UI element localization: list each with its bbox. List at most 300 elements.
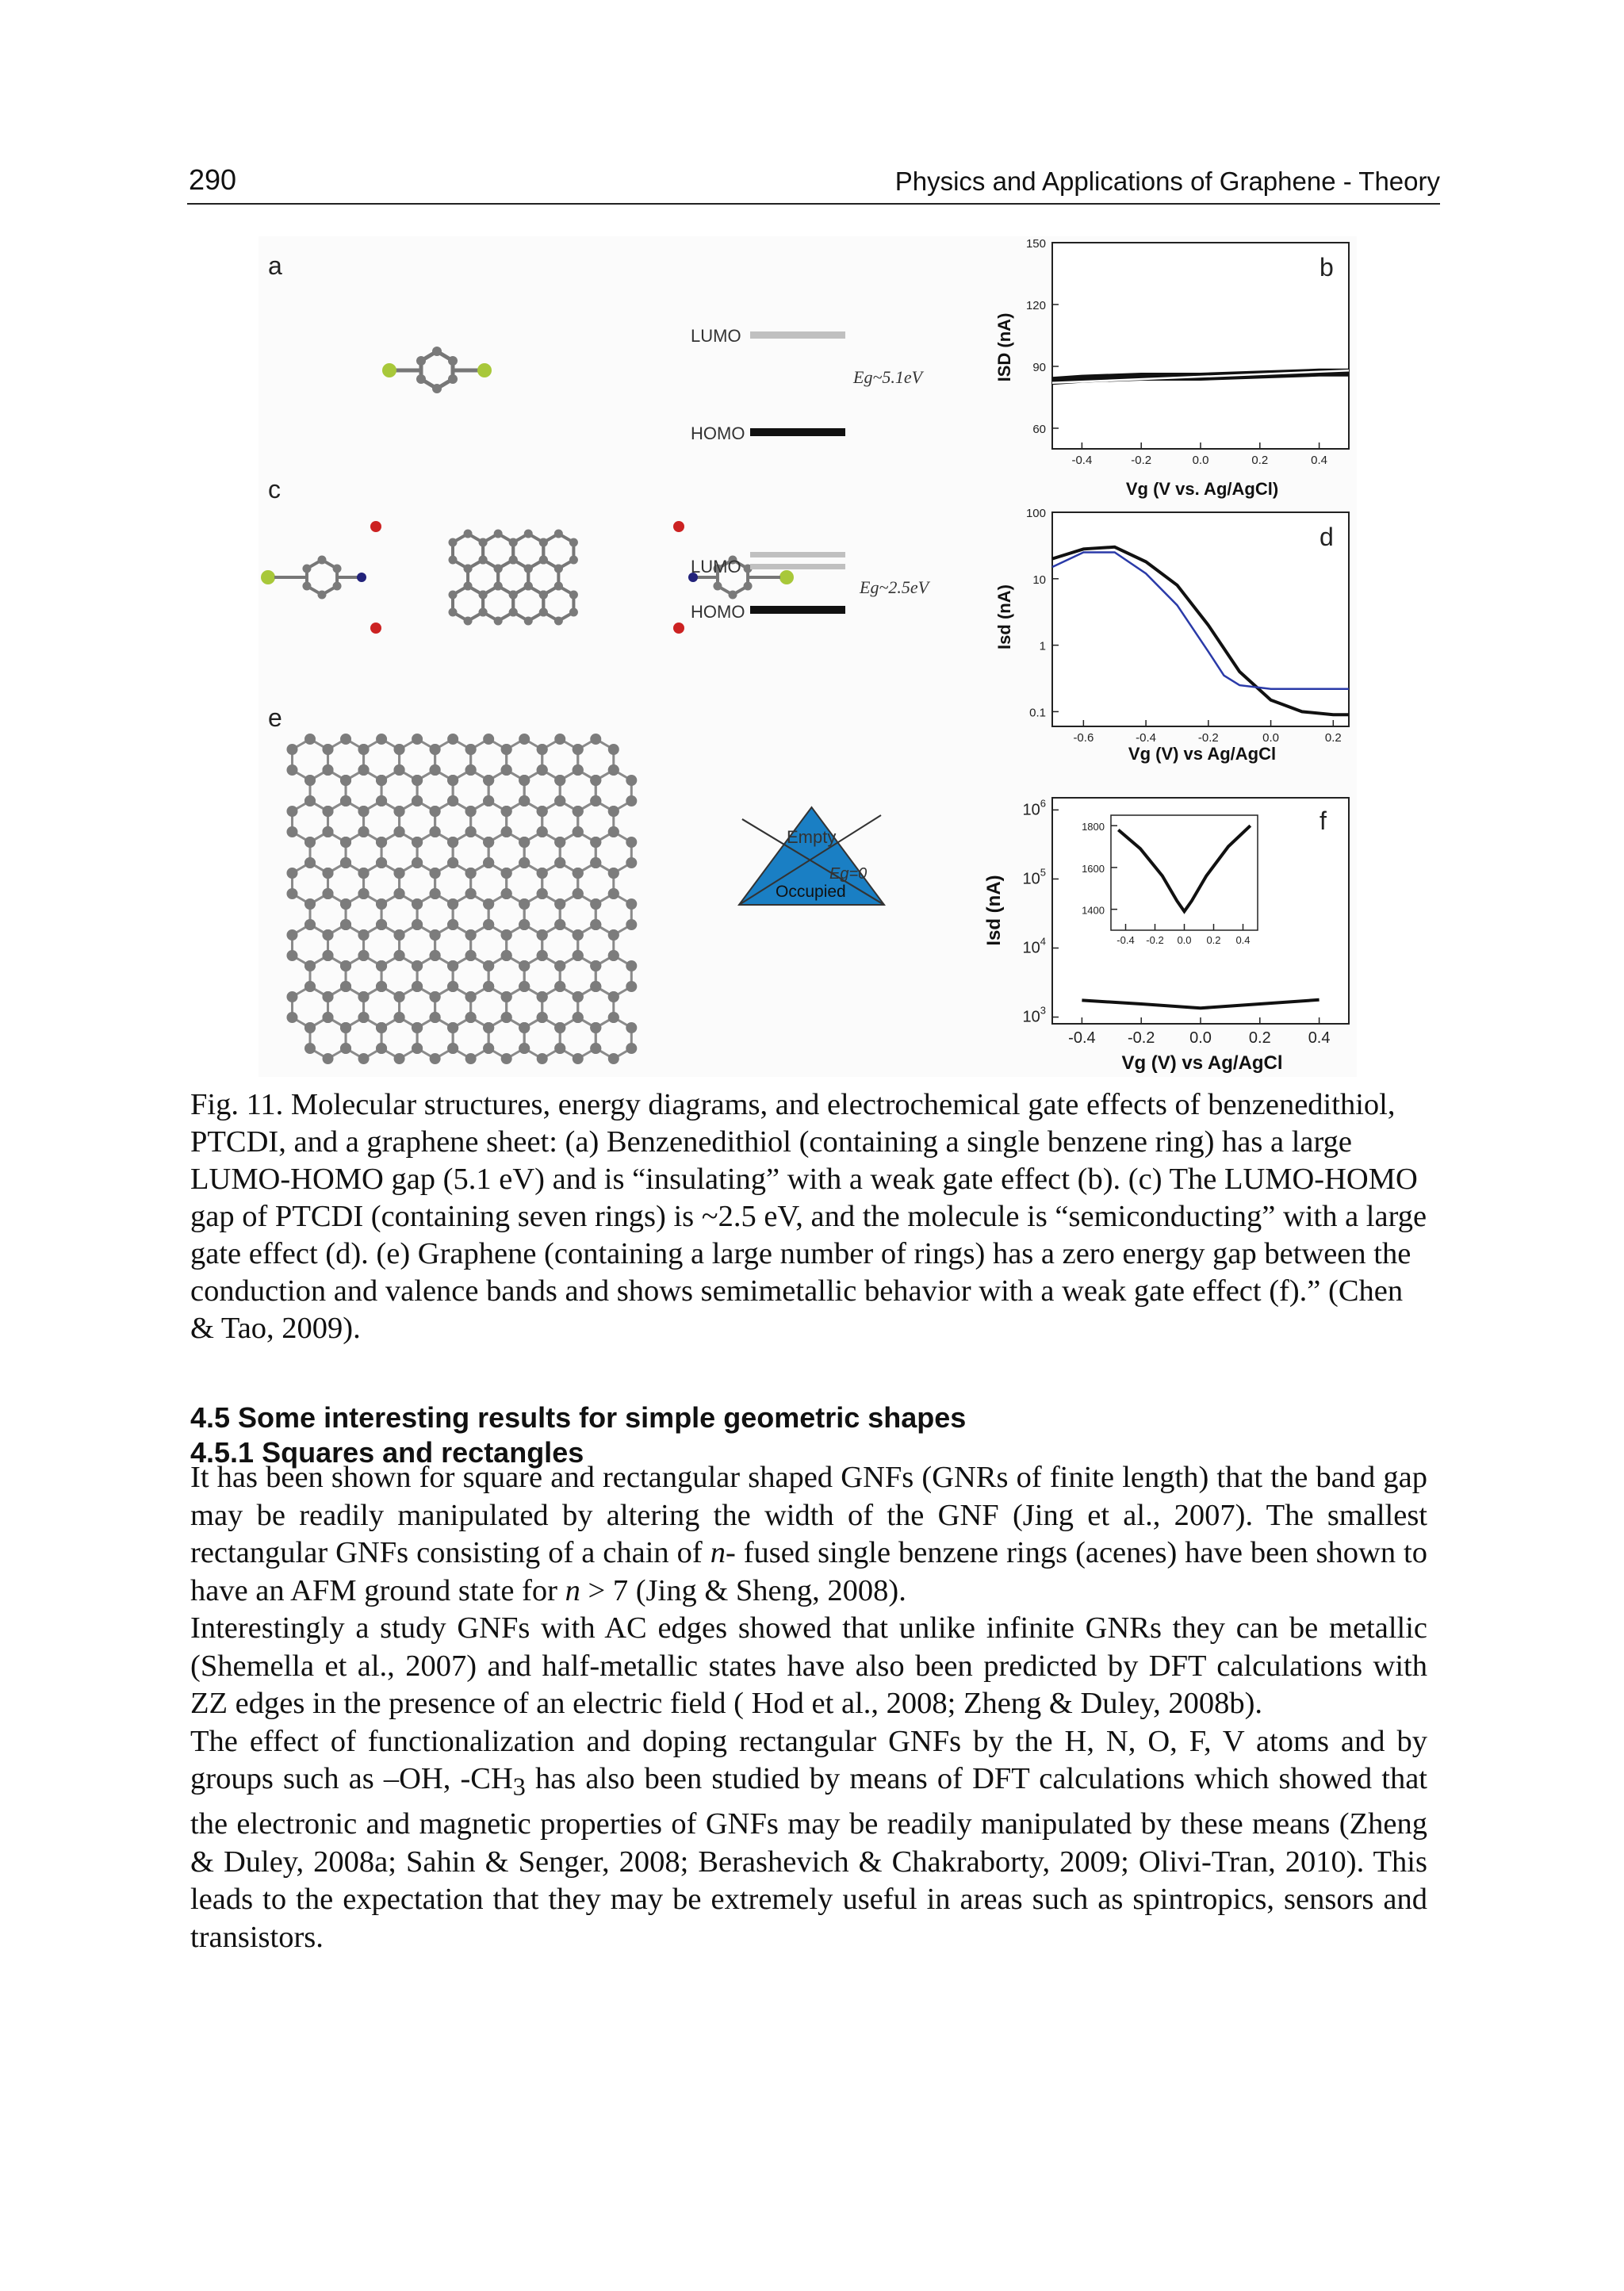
gap-label-a: Eg~5.1eV <box>853 367 923 387</box>
chart-d-ylabel: Isd (nA) <box>994 584 1014 649</box>
carbon-atom <box>358 950 370 961</box>
x-tick-label: -0.6 <box>1073 731 1094 745</box>
carbon-atom <box>519 795 530 806</box>
carbon-atom <box>304 734 316 745</box>
carbon-atom <box>465 868 477 879</box>
carbon-atom <box>304 775 316 786</box>
carbon-atom <box>432 347 442 356</box>
y-tick-label: 1 <box>1039 639 1046 653</box>
y-tick-label: $10^4$ <box>1022 935 1046 957</box>
carbon-atom <box>494 565 503 573</box>
carbon-atom <box>394 826 405 837</box>
carbon-atom <box>494 617 503 626</box>
carbon-atom <box>479 591 488 600</box>
carbon-atom <box>590 775 601 786</box>
carbon-atom <box>713 582 722 591</box>
carbon-atom <box>447 795 458 806</box>
carbon-atom <box>554 565 563 573</box>
x-tick-label: 0.2 <box>1251 454 1269 467</box>
carbon-atom <box>608 888 619 899</box>
carbon-atom <box>430 991 441 1002</box>
carbon-atom <box>626 981 637 992</box>
x-tick-label: -0.2 <box>1146 934 1164 946</box>
x-tick-label: 0.4 <box>1308 1029 1331 1047</box>
subsection-heading: 4.5.1 Squares and rectangles <box>190 1436 584 1469</box>
cone-gap-label: Eg=0 <box>829 865 868 883</box>
carbon-atom <box>304 837 316 848</box>
carbon-atom <box>323 929 334 941</box>
carbon-atom <box>430 929 441 941</box>
paragraph-1: It has been shown for square and rectangular shaped GNFs (GNRs of finite length) that the band gap may be readily manipulated by altering the width of the GNF (Jing et al., 2007). The smallest rectangular GNFs consisting of a chain of n- fused single benzene rings (acenes) have been shown to have an AFM ground state for n > 7 (Jing & Sheng, 2008). <box>190 1461 1428 1607</box>
carbon-atom <box>537 744 548 755</box>
carbon-atom <box>323 744 334 755</box>
carbon-atom <box>394 806 405 817</box>
x-tick-label: -0.4 <box>1136 731 1157 745</box>
carbon-atom <box>554 582 563 591</box>
carbon-atom <box>323 826 334 837</box>
running-title: Physics and Applications of Graphene - Theory <box>894 167 1440 196</box>
x-tick-label: 0.0 <box>1177 934 1192 946</box>
lumo-label-a: LUMO <box>691 326 741 346</box>
carbon-atom <box>449 538 458 547</box>
y-tick-label: 120 <box>1025 299 1046 312</box>
carbon-atom <box>573 868 584 879</box>
carbon-atom <box>494 582 503 591</box>
carbon-atom <box>358 1053 370 1064</box>
carbon-atom <box>537 826 548 837</box>
carbon-atom <box>358 868 370 879</box>
sulfur-atom <box>779 570 794 584</box>
x-tick-label: -0.2 <box>1131 454 1152 467</box>
carbon-atom <box>554 734 565 745</box>
carbon-atom <box>430 826 441 837</box>
carbon-atom <box>376 775 387 786</box>
carbon-atom <box>465 806 477 817</box>
carbon-atom <box>447 857 458 868</box>
carbon-atom <box>519 919 530 930</box>
cone-occupied-label: Occupied <box>776 883 846 901</box>
carbon-atom <box>323 806 334 817</box>
carbon-atom <box>501 950 512 961</box>
carbon-atom <box>447 1022 458 1033</box>
y-tick-label: 1600 <box>1082 862 1105 875</box>
carbon-atom <box>412 960 423 971</box>
x-tick-label: 0.4 <box>1235 934 1251 946</box>
carbon-atom <box>483 857 494 868</box>
carbon-atom <box>412 1043 423 1054</box>
carbon-atom <box>358 826 370 837</box>
y-tick-label: 90 <box>1032 361 1046 374</box>
carbon-atom <box>608 950 619 961</box>
panel-label-b: b <box>1320 253 1334 282</box>
carbon-atom <box>394 929 405 941</box>
carbon-atom <box>286 888 297 899</box>
x-tick-label: -0.4 <box>1071 454 1093 467</box>
carbon-atom <box>448 356 458 366</box>
x-tick-label: 0.4 <box>1311 454 1328 467</box>
oxygen-atom <box>673 521 684 532</box>
carbon-atom <box>590 960 601 971</box>
carbon-atom <box>608 929 619 941</box>
carbon-atom <box>323 888 334 899</box>
sulfur-atom <box>477 363 492 377</box>
carbon-atom <box>483 795 494 806</box>
carbon-atom <box>573 1012 584 1023</box>
carbon-atom <box>394 950 405 961</box>
carbon-atom <box>286 764 297 776</box>
carbon-atom <box>340 1043 351 1054</box>
carbon-atom <box>537 1053 548 1064</box>
carbon-atom <box>608 868 619 879</box>
carbon-atom <box>465 744 477 755</box>
carbon-atom <box>286 950 297 961</box>
chart-b-xlabel: Vg (V vs. Ag/AgCl) <box>1125 479 1279 499</box>
sulfur-atom <box>382 363 396 377</box>
y-tick-label: $10^6$ <box>1022 797 1046 819</box>
carbon-atom <box>539 608 548 617</box>
caption-text: Fig. 11. Molecular structures, energy diagrams, and electrochemical gate effects of benzenedithiol, PTCDI, and a graphene sheet: (a) Benzenedithiol (containing a single benzene ring) has a large LUMO-HOMO gap (5.1 eV) and is “insulating” with a weak gate effect (b). (c) The LUMO-HOMO gap of PTCDI (containing seven rings) is ~2.5 eV, and the molecule is “semiconducting” with a large gate effect (d). (e) Graphene (containing a large number of rings) has a zero energy gap between the conduction and valence bands and shows semimetallic behavior with a weak gate effect (f).” (Chen & Tao, 2009). <box>190 1088 1427 1345</box>
x-tick-label: 0.0 <box>1262 731 1280 745</box>
y-tick-label: 60 <box>1032 423 1046 436</box>
y-tick-label: $10^3$ <box>1022 1004 1046 1026</box>
carbon-atom <box>318 556 327 565</box>
x-tick-label: 0.0 <box>1192 454 1209 467</box>
carbon-atom <box>394 1053 405 1064</box>
carbon-atom <box>465 764 477 776</box>
homo-label-a: HOMO <box>691 423 745 443</box>
carbon-atom <box>519 857 530 868</box>
carbon-atom <box>590 795 601 806</box>
carbon-atom <box>358 806 370 817</box>
x-tick-label: 0.0 <box>1189 1029 1212 1047</box>
carbon-atom <box>483 919 494 930</box>
carbon-atom <box>340 898 351 910</box>
carbon-atom <box>465 950 477 961</box>
carbon-atom <box>286 1012 297 1023</box>
carbon-atom <box>340 775 351 786</box>
carbon-atom <box>447 960 458 971</box>
carbon-atom <box>590 1043 601 1054</box>
homo-label-c: HOMO <box>691 602 745 622</box>
carbon-atom <box>569 556 578 565</box>
carbon-atom <box>465 826 477 837</box>
carbon-atom <box>479 608 488 617</box>
carbon-atom <box>501 929 512 941</box>
carbon-atom <box>340 981 351 992</box>
carbon-atom <box>626 1022 637 1033</box>
carbon-atom <box>608 744 619 755</box>
carbon-atom <box>626 898 637 910</box>
carbon-atom <box>447 919 458 930</box>
carbon-atom <box>608 764 619 776</box>
carbon-atom <box>501 1012 512 1023</box>
carbon-atom <box>376 1022 387 1033</box>
carbon-atom <box>430 764 441 776</box>
carbon-atom <box>483 960 494 971</box>
carbon-atom <box>573 744 584 755</box>
x-tick-label: -0.2 <box>1127 1029 1155 1047</box>
carbon-atom <box>483 981 494 992</box>
carbon-atom <box>358 929 370 941</box>
carbon-atom <box>494 530 503 538</box>
carbon-atom <box>537 868 548 879</box>
y-tick-label: 10 <box>1032 573 1046 587</box>
carbon-atom <box>340 734 351 745</box>
nitrogen-atom <box>357 573 366 582</box>
carbon-atom <box>537 950 548 961</box>
carbon-atom <box>573 1053 584 1064</box>
panel-label-f: f <box>1320 806 1327 835</box>
carbon-atom <box>554 1043 565 1054</box>
chart-d-xlabel: Vg (V) vs Ag/AgCl <box>1128 744 1277 764</box>
carbon-atom <box>412 795 423 806</box>
carbon-atom <box>447 981 458 992</box>
cone-empty-label: Empty <box>787 827 837 847</box>
carbon-atom <box>286 806 297 817</box>
carbon-atom <box>394 764 405 776</box>
carbon-atom <box>501 806 512 817</box>
carbon-atom <box>608 1053 619 1064</box>
carbon-atom <box>608 1012 619 1023</box>
carbon-atom <box>447 734 458 745</box>
carbon-atom <box>465 929 477 941</box>
carbon-atom <box>590 981 601 992</box>
carbon-atom <box>465 991 477 1002</box>
carbon-atom <box>590 919 601 930</box>
y-tick-label: 1800 <box>1082 821 1105 833</box>
carbon-atom <box>729 591 737 600</box>
section-heading: 4.5 Some interesting results for simple geometric shapes <box>190 1401 967 1434</box>
carbon-atom <box>358 764 370 776</box>
carbon-atom <box>449 556 458 565</box>
carbon-atom <box>376 919 387 930</box>
carbon-atom <box>501 888 512 899</box>
chart-f-xlabel: Vg (V) vs Ag/AgCl <box>1121 1052 1283 1074</box>
carbon-atom <box>509 538 518 547</box>
carbon-atom <box>608 991 619 1002</box>
chart-b-ylabel: ISD (nA) <box>994 312 1014 382</box>
carbon-atom <box>465 1053 477 1064</box>
carbon-atom <box>626 775 637 786</box>
carbon-atom <box>333 565 342 573</box>
carbon-atom <box>286 929 297 941</box>
carbon-atom <box>554 960 565 971</box>
chart-f-ylabel: Isd (nA) <box>983 875 1005 946</box>
carbon-atom <box>412 898 423 910</box>
carbon-atom <box>569 608 578 617</box>
carbon-atom <box>430 950 441 961</box>
carbon-atom <box>537 888 548 899</box>
carbon-atom <box>626 837 637 848</box>
carbon-atom <box>376 857 387 868</box>
carbon-atom <box>358 991 370 1002</box>
carbon-atom <box>519 898 530 910</box>
carbon-atom <box>323 1053 334 1064</box>
carbon-atom <box>302 565 311 573</box>
carbon-atom <box>340 857 351 868</box>
carbon-atom <box>519 837 530 848</box>
carbon-atom <box>483 898 494 910</box>
y-tick-label: 100 <box>1025 507 1046 520</box>
carbon-atom <box>519 1022 530 1033</box>
carbon-atom <box>626 919 637 930</box>
carbon-atom <box>483 1022 494 1033</box>
carbon-atom <box>376 837 387 848</box>
carbon-atom <box>573 950 584 961</box>
carbon-atom <box>554 617 563 626</box>
carbon-atom <box>323 991 334 1002</box>
carbon-atom <box>286 991 297 1002</box>
figure-11 <box>259 236 1357 1077</box>
carbon-atom <box>537 929 548 941</box>
carbon-atom <box>501 868 512 879</box>
carbon-atom <box>304 795 316 806</box>
carbon-atom <box>590 898 601 910</box>
carbon-atom <box>501 744 512 755</box>
carbon-atom <box>447 775 458 786</box>
carbon-atom <box>537 806 548 817</box>
carbon-atom <box>394 888 405 899</box>
carbon-atom <box>465 1012 477 1023</box>
carbon-atom <box>554 795 565 806</box>
carbon-atom <box>554 530 563 538</box>
carbon-atom <box>554 837 565 848</box>
carbon-atom <box>333 582 342 591</box>
carbon-atom <box>524 565 533 573</box>
carbon-atom <box>744 582 753 591</box>
x-tick-label: 0.2 <box>1248 1029 1271 1047</box>
gap-label-c: Eg~2.5eV <box>860 577 929 597</box>
paragraph-3: The effect of functionalization and doping rectangular GNFs by the H, N, O, F, V atoms and by groups such as –OH, $-CH_3$ has also been studied by means of DFT calculations which showed that the electronic and magnetic properties of GNFs may be readily manipulated by these means (Zheng & Duley, 2008a; Sahin & Senger, 2008; Berashevich & Chakraborty, 2009; Olivi-Tran, 2010). This leads to the expectation that they may be extremely useful in areas such as spintropics, sensors and transistors. <box>190 1724 1427 1954</box>
carbon-atom <box>412 837 423 848</box>
carbon-atom <box>394 1012 405 1023</box>
carbon-atom <box>340 1022 351 1033</box>
carbon-atom <box>554 919 565 930</box>
carbon-atom <box>447 898 458 910</box>
carbon-atom <box>554 1022 565 1033</box>
carbon-atom <box>358 744 370 755</box>
carbon-atom <box>416 356 426 366</box>
carbon-atom <box>626 960 637 971</box>
carbon-atom <box>519 960 530 971</box>
carbon-atom <box>501 991 512 1002</box>
carbon-atom <box>554 857 565 868</box>
carbon-atom <box>412 734 423 745</box>
carbon-atom <box>412 1022 423 1033</box>
carbon-atom <box>430 744 441 755</box>
carbon-atom <box>554 981 565 992</box>
carbon-atom <box>430 888 441 899</box>
carbon-atom <box>412 981 423 992</box>
carbon-atom <box>304 1043 316 1054</box>
carbon-atom <box>376 795 387 806</box>
carbon-atom <box>483 837 494 848</box>
carbon-atom <box>376 898 387 910</box>
x-tick-label: 0.2 <box>1206 934 1221 946</box>
carbon-atom <box>626 795 637 806</box>
carbon-atom <box>537 764 548 776</box>
carbon-atom <box>524 530 533 538</box>
carbon-atom <box>340 919 351 930</box>
carbon-atom <box>569 591 578 600</box>
sulfur-atom <box>261 570 275 584</box>
figure-caption <box>190 1086 1427 1347</box>
carbon-atom <box>501 1053 512 1064</box>
carbon-atom <box>501 826 512 837</box>
carbon-atom <box>464 530 473 538</box>
carbon-atom <box>519 734 530 745</box>
panel-label-a: a <box>268 251 282 280</box>
carbon-atom <box>286 868 297 879</box>
carbon-atom <box>519 1043 530 1054</box>
carbon-atom <box>539 538 548 547</box>
carbon-atom <box>394 868 405 879</box>
carbon-atom <box>304 1022 316 1033</box>
oxygen-atom <box>673 623 684 634</box>
carbon-atom <box>483 775 494 786</box>
y-tick-label: 1400 <box>1082 904 1105 917</box>
carbon-atom <box>483 734 494 745</box>
carbon-atom <box>304 857 316 868</box>
carbon-atom <box>416 374 426 384</box>
paragraph-2: Interestingly a study GNFs with AC edges showed that unlike infinite GNRs they can be metallic (Shemella et al., 2007) and half-metallic states have also been predicted by DFT calculations with ZZ edges in the presence of an electric field ( Hod et al., 2008; Zheng & Duley, 2008b). <box>190 1611 1427 1720</box>
carbon-atom <box>519 775 530 786</box>
page-header <box>187 163 1440 205</box>
carbon-atom <box>519 981 530 992</box>
carbon-atom <box>626 1043 637 1054</box>
carbon-atom <box>412 857 423 868</box>
body-text <box>190 1459 1427 1956</box>
carbon-atom <box>376 734 387 745</box>
carbon-atom <box>340 960 351 971</box>
carbon-atom <box>358 1012 370 1023</box>
carbon-atom <box>318 591 327 600</box>
carbon-atom <box>286 744 297 755</box>
carbon-atom <box>554 898 565 910</box>
carbon-atom <box>465 888 477 899</box>
carbon-atom <box>323 764 334 776</box>
carbon-atom <box>590 734 601 745</box>
carbon-atom <box>501 764 512 776</box>
carbon-atom <box>573 929 584 941</box>
carbon-atom <box>573 764 584 776</box>
carbon-atom <box>573 888 584 899</box>
carbon-atom <box>304 898 316 910</box>
y-tick-label: 150 <box>1025 237 1046 251</box>
oxygen-atom <box>370 623 381 634</box>
carbon-atom <box>430 1053 441 1064</box>
panel-label-c: c <box>268 475 281 504</box>
x-tick-label: 0.2 <box>1324 731 1342 745</box>
carbon-atom <box>573 826 584 837</box>
carbon-atom <box>479 556 488 565</box>
carbon-atom <box>376 960 387 971</box>
carbon-atom <box>464 582 473 591</box>
carbon-atom <box>432 384 442 393</box>
carbon-atom <box>304 919 316 930</box>
carbon-atom <box>590 1022 601 1033</box>
carbon-atom <box>340 837 351 848</box>
panel-label-d: d <box>1320 523 1334 551</box>
carbon-atom <box>509 608 518 617</box>
carbon-atom <box>412 919 423 930</box>
carbon-atom <box>590 837 601 848</box>
carbon-atom <box>376 981 387 992</box>
y-tick-label: $10^5$ <box>1022 866 1046 888</box>
carbon-atom <box>590 857 601 868</box>
carbon-atom <box>323 950 334 961</box>
panel-label-e: e <box>268 703 282 732</box>
